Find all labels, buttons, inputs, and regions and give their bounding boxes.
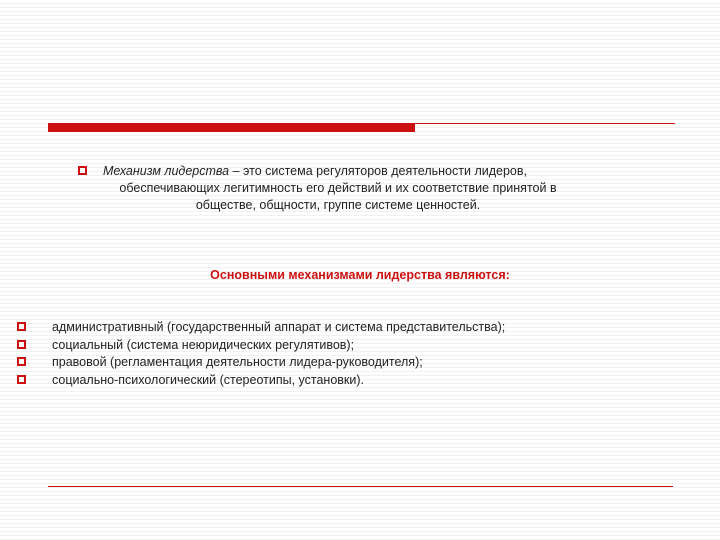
top-accent-bar xyxy=(48,123,415,132)
definition-text-line2: обеспечивающих легитимность его действий и их соответствие принятой в xyxy=(119,181,557,195)
list-item xyxy=(17,354,697,372)
square-bullet-icon xyxy=(17,340,26,349)
list-item-text: социальный (система неюридических регулятивов); xyxy=(52,337,355,352)
list-item-text: правовой (регламентация деятельности лидера-руководителя); xyxy=(52,355,423,369)
bottom-accent-line xyxy=(48,486,673,487)
list-item xyxy=(17,372,697,390)
list-item xyxy=(17,319,697,337)
mechanisms-heading: Основными механизмами лидерства являются: xyxy=(210,268,510,282)
list-item-text: административный (государственный аппарат и система представительства); xyxy=(52,320,506,334)
square-bullet-icon xyxy=(17,375,26,384)
definition-text-line1: – это система регуляторов деятельности лидеров, xyxy=(229,164,527,178)
list-item xyxy=(17,337,697,355)
mechanisms-list xyxy=(17,319,697,389)
definition-paragraph xyxy=(78,163,598,214)
definition-term: Механизм лидерства xyxy=(103,164,230,178)
square-bullet-icon xyxy=(78,166,87,175)
square-bullet-icon xyxy=(17,322,26,331)
list-item-text: социально-психологический (стереотипы, установки). xyxy=(52,372,365,387)
top-accent-line xyxy=(415,123,675,124)
square-bullet-icon xyxy=(17,357,26,366)
definition-text-line3: обществе, общности, группе системе ценностей. xyxy=(195,198,481,212)
